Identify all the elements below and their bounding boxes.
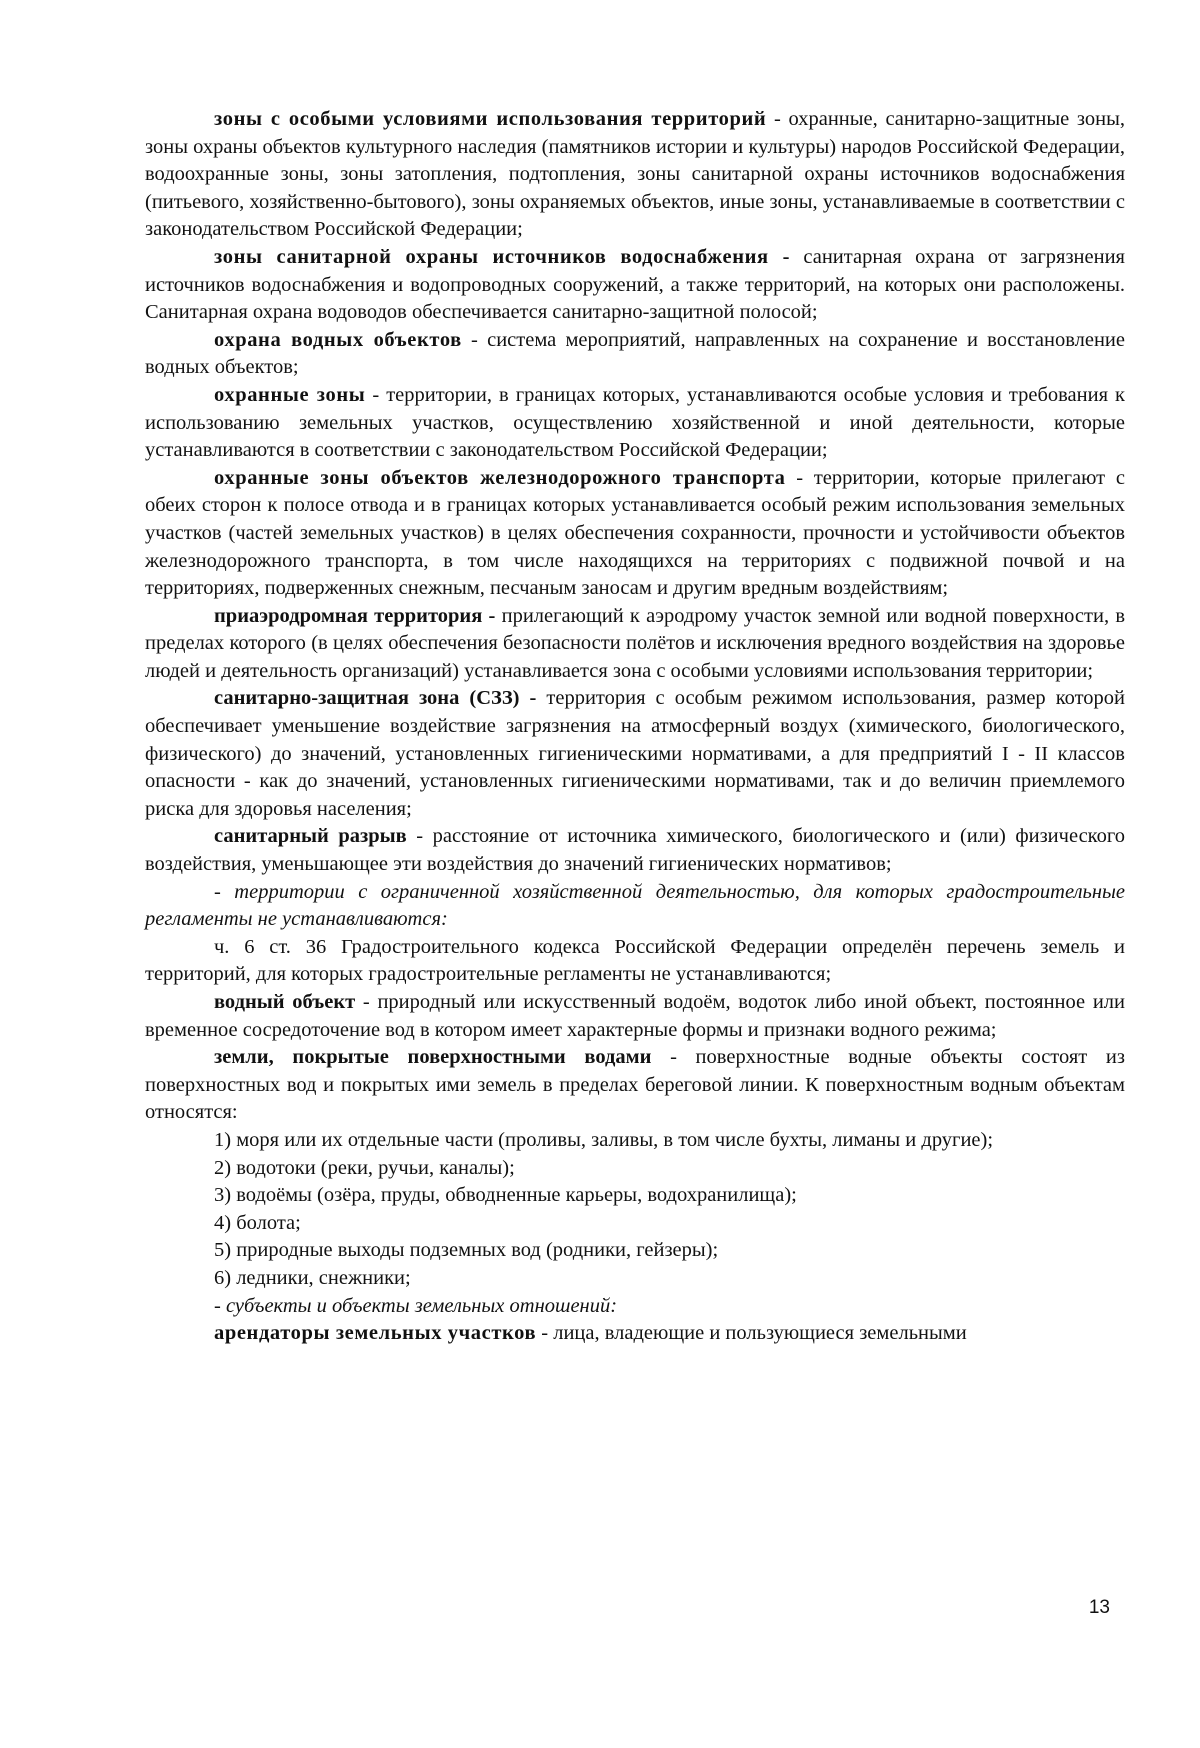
paragraph-railway-zones [145, 465, 1125, 603]
paragraph-surface-water-lands [145, 1044, 1125, 1127]
definition: санитарная охрана от загрязнения источников водоснабжения и водопроводных сооружений, а также территорий, на которых они расположены. Санитарная охрана водоводов обеспечивается санитарно-защитной полосой; [145, 245, 1125, 324]
term: земли, покрытые поверхностными водами [214, 1046, 652, 1069]
definition: прилегающий к аэродрому участок земной или водной поверхности, в пределах которого (в целях обеспечения безопасности полётов и исключения вредного воздействия на здоровье людей и деятельность организаций) устанавливается зона с особыми условиями использования территории; [145, 604, 1125, 682]
term: водный объект [214, 991, 356, 1013]
list-item: 4) болота; [214, 1211, 301, 1234]
paragraph-sanitary-protection-zones [145, 244, 1125, 327]
paragraph-protected-zones [145, 382, 1125, 465]
list-item: 6) ледники, снежники; [214, 1266, 411, 1289]
definition: - территории, в границах которых, устанавливаются особые условия и требования к использованию земельных участков, осуществлению хозяйственной и иной деятельности, которые устанавливаются в соответствии с законодательством Российской Федерации; [145, 383, 1125, 462]
term: охрана водных объектов [214, 328, 462, 351]
paragraph-code-reference: ч. 6 ст. 36 Градостроительного кодекса Российской Федерации определён перечень земель и территорий, для которых градостроительные регламенты не устанавливаются; [145, 935, 1125, 986]
definition: - охранные, санитарно-защитные зоны, зоны охраны объектов культурного наследия (памятников истории и культуры) народов Российской Федерации, водоохранные зоны, зоны затопления, подтопления, зоны санитарной охраны источников водоснабжения (питьевого, хозяйственно-бытового), зоны охраняемых объектов, иные зоны, устанавливаемые в соответствии с законодательством Российской Федерации; [145, 108, 1126, 241]
definition: - поверхностные водные объекты состоят из поверхностных вод и покрытых ими земель в пределах береговой линии. К поверхностным водным объектам относятся: [145, 1046, 1125, 1124]
term: зоны санитарной охраны источников водоснабжения - [214, 245, 791, 268]
term: арендаторы земельных участков [214, 1322, 537, 1345]
italic-heading-restricted-territories: - территории с ограниченной хозяйственной деятельностью, для которых градостроительные регламенты не устанавливаются: [145, 880, 1125, 931]
definition: - природный или искусственный водоём, водоток либо иной объект, постоянное или временное сосредоточение вод в котором имеет характерные формы и признаки водного режима; [145, 991, 1125, 1041]
term: приаэродромная территория - [214, 604, 496, 627]
list-item: 5) природные выходы подземных вод (родники, гейзеры); [214, 1239, 719, 1262]
paragraph-special-zones [145, 106, 1125, 244]
page-number: 13 [1088, 1597, 1110, 1618]
definition: - лица, владеющие и пользующиеся земельными [536, 1322, 967, 1345]
paragraph-water-body [145, 989, 1125, 1044]
italic-heading-land-relations: - субъекты и объекты земельных отношений: [214, 1294, 618, 1317]
list-item: 1) моря или их отдельные части (проливы, заливы, в том числе бухты, лиманы и другие); [214, 1128, 994, 1151]
paragraph-land-tenants [145, 1320, 1125, 1348]
term: санитарный разрыв [214, 825, 407, 848]
document-page [145, 106, 1125, 1348]
list-item: 2) водотоки (реки, ручьи, каналы); [214, 1156, 515, 1179]
paragraph-sanitary-gap [145, 823, 1125, 878]
paragraph-water-protection [145, 327, 1125, 382]
definition: - расстояние от источника химического, биологического и (или) физического воздействия, уменьшающее эти воздействия до значений гигиенических нормативов; [145, 825, 1125, 876]
term: охранные зоны [214, 383, 366, 406]
paragraph-airfield-territory [145, 603, 1125, 686]
term: зоны с особыми условиями использования территорий [214, 108, 767, 130]
term: охранные зоны объектов железнодорожного транспорта [214, 466, 786, 489]
term: санитарно-защитная зона (СЗЗ) - [214, 687, 537, 710]
paragraph-sanitary-zone-szz [145, 685, 1125, 823]
definition: - территории, которые прилегают с обеих сторон к полосе отвода и в границах которых устанавливается особый режим использования земельных участков (частей земельных участков) в целях обеспечения сохранности, прочности и устойчивости объектов железнодорожного транспорта, в том числе находящихся на территориях с подвижной почвой и на территориях, подверженных снежным, песчаным заносам и другим вредным воздействиям; [145, 466, 1125, 600]
definition: территория с особым режимом использования, размер которой обеспечивает уменьшение воздействие загрязнения на атмосферный воздух (химического, биологического, физического) до значений, установленных гигиеническими нормативами, а для предприятий I - II классов опасности - как до значений, установленных гигиеническими нормативами, так и до величин приемлемого риска для здоровья населения; [145, 687, 1126, 820]
definition: - система мероприятий, направленных на сохранение и восстановление водных объектов; [145, 328, 1125, 379]
list-item: 3) водоёмы (озёра, пруды, обводненные карьеры, водохранилища); [214, 1184, 797, 1207]
